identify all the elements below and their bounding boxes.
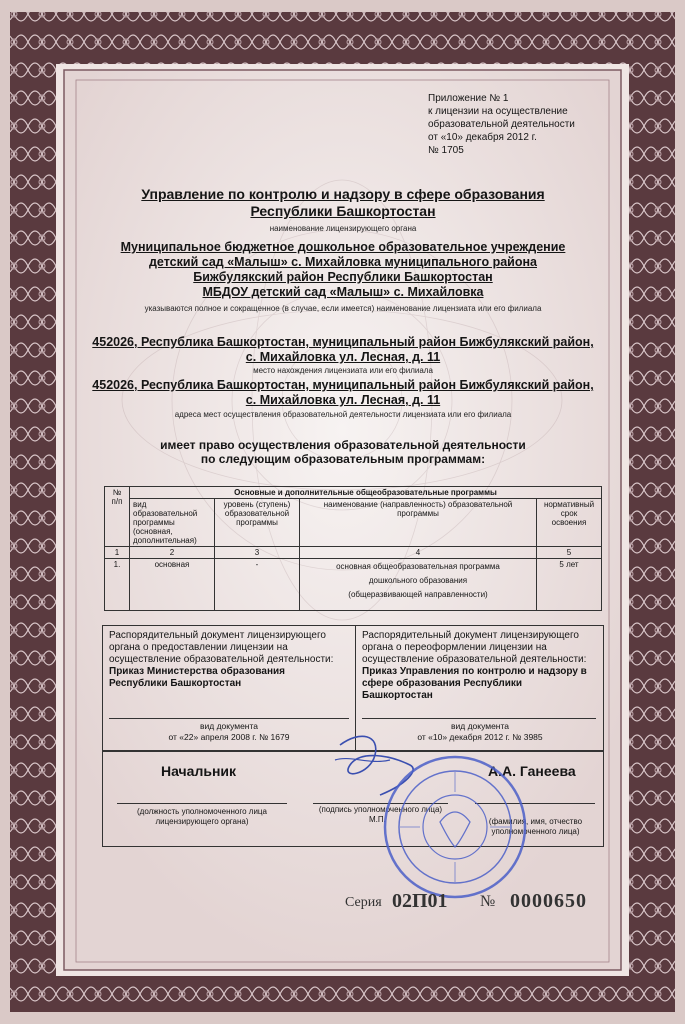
- row-num: 1.: [105, 559, 130, 611]
- right-line: по следующим образовательным программам:: [200, 452, 486, 466]
- index-cell: 5: [537, 547, 602, 559]
- series-value: 02П01: [392, 890, 448, 912]
- licensee-line: Муниципальное бюджетное дошкольное образовательное учреждение: [120, 240, 566, 254]
- authority-caption: наименование лицензирующего органа: [269, 224, 417, 233]
- appendix-line: от «10» декабря 2012 г.: [428, 132, 537, 143]
- index-cell: 4: [300, 547, 537, 559]
- sign-caption: (подпись уполномоченного лица): [318, 805, 443, 814]
- licensee-line: детский сад «Малыш» с. Михайловка муниципального района: [149, 255, 537, 269]
- header-term: нормативный срок освоения: [537, 499, 602, 547]
- doc-right-text: [362, 630, 598, 702]
- index-cell: 3: [215, 547, 300, 559]
- education-address: [86, 378, 600, 408]
- index-cell: 1: [105, 547, 130, 559]
- signer-name: А.А. Ганеева: [488, 763, 576, 779]
- vid-caption: вид документа: [199, 721, 259, 731]
- table-index-row: [105, 547, 602, 559]
- education-address-caption: адреса мест осуществления образовательной деятельности лицензиата или его филиала: [174, 410, 512, 419]
- row-name: основная общеобразовательная программа дошкольного образования (общеразвивающей направленности): [300, 559, 537, 611]
- doc-date: от «22» апреля 2008 г. № 1679: [168, 732, 290, 742]
- appendix-block: [428, 92, 598, 157]
- address-line: 452026, Республика Башкортостан, муниципальный район Бижбулякский район,: [92, 335, 594, 349]
- right-statement: [86, 438, 600, 466]
- right-line: имеет право осуществления образовательной деятельности: [160, 438, 526, 452]
- authority-line: Республики Башкортостан: [250, 203, 436, 219]
- licensee-caption: указываются полное и сокращенное (в случае, если имеется) наименование лицензиата или его филиала: [144, 304, 542, 313]
- official-stamp: [380, 752, 530, 902]
- doc-left-vid: [109, 721, 349, 743]
- address-line: с. Михайловка ул. Лесная, д. 11: [245, 393, 441, 407]
- doc-date: от «10» декабря 2012 г. № 3985: [417, 732, 543, 742]
- doc-left: [103, 626, 356, 751]
- index-cell: 2: [130, 547, 215, 559]
- appendix-line: образовательной деятельности: [428, 119, 575, 130]
- appendix-line: № 1705: [428, 145, 464, 156]
- doc-right-line: [362, 718, 596, 719]
- doc-left-heading: Распорядительный документ лицензирующего органа о предоставлении лицензии на осуществление образовательной деятельности:: [109, 630, 334, 665]
- doc-left-text: [109, 630, 349, 690]
- address-line: 452026, Республика Башкортостан, муниципальный район Бижбулякский район,: [92, 378, 594, 392]
- location-address: [86, 335, 600, 365]
- doc-left-line: [109, 718, 349, 719]
- header-type: вид образовательной программы (основная, дополнительная): [130, 499, 215, 547]
- licensee-line: МБДОУ детский сад «Малыш» с. Михайловка: [202, 285, 484, 299]
- address-line: с. Михайловка ул. Лесная, д. 11: [245, 350, 441, 364]
- document-number: 0000650: [510, 890, 587, 912]
- licensee-name: [86, 240, 600, 300]
- location-caption: место нахождения лицензиата или его филиала: [253, 366, 433, 375]
- position-caption: (должность уполномоченного лица лицензирующего органа): [137, 807, 267, 826]
- header-level: уровень (ступень) образовательной программы: [215, 499, 300, 547]
- group-header: Основные и дополнительные общеобразовательные программы: [130, 487, 602, 499]
- table-row: [105, 559, 602, 611]
- name-caption: (фамилия, имя, отчество уполномоченного лица): [488, 817, 583, 836]
- authority-name: [86, 186, 600, 220]
- mp-label: М.П.: [369, 815, 386, 824]
- series-label: Серия: [345, 895, 382, 910]
- vid-caption: вид документа: [450, 721, 510, 731]
- position-line: [117, 803, 287, 804]
- row-type: основная: [130, 559, 215, 611]
- appendix-line: Приложение № 1: [428, 93, 509, 104]
- row-level: -: [215, 559, 300, 611]
- row-term: 5 лет: [537, 559, 602, 611]
- authority-line: Управление по контролю и надзору в сфере образования: [141, 186, 545, 202]
- number-label: №: [480, 893, 496, 910]
- header-num: № п/п: [105, 487, 130, 547]
- header-name: наименование (направленность) образовательной программы: [300, 499, 537, 547]
- position-title: Начальник: [161, 763, 237, 779]
- doc-right-doc: Приказ Управления по контролю и надзору в сфере образования Республики Башкортостан: [362, 666, 587, 701]
- doc-right-heading: Распорядительный документ лицензирующего органа о переоформлении лицензии на осуществление образовательной деятельности:: [362, 630, 587, 665]
- doc-left-doc: Приказ Министерства образования Республики Башкортостан: [109, 666, 285, 689]
- licensee-line: Бижбулякский район Республики Башкортостан: [193, 270, 493, 284]
- appendix-line: к лицензии на осуществление: [428, 106, 568, 117]
- programs-table: [104, 486, 602, 611]
